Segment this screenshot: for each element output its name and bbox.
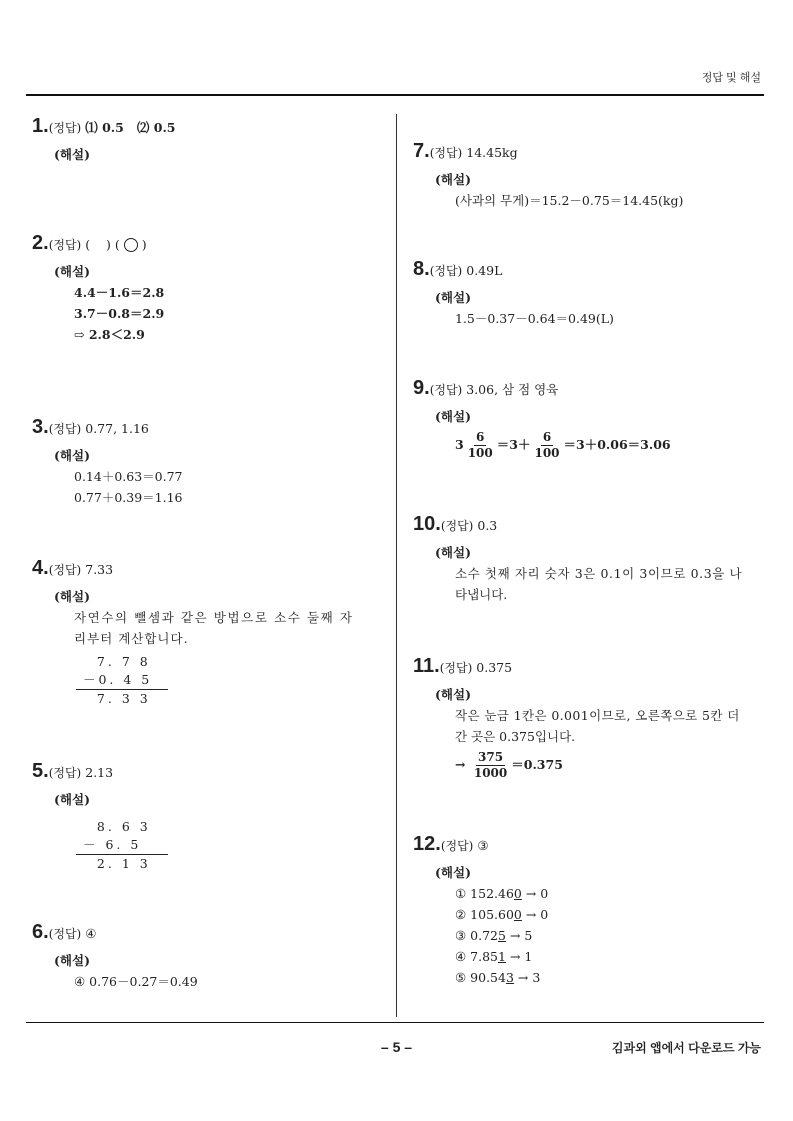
- solution-line: 타냅니다.: [455, 587, 508, 602]
- answer: 0.77, 1.16: [85, 421, 149, 436]
- calc-row: 8. 6 3: [76, 819, 151, 834]
- arrow-icon: →: [455, 757, 466, 772]
- answer: 0.49L: [466, 263, 503, 278]
- question-number: 3.: [32, 416, 49, 438]
- answer: 0.3: [477, 518, 498, 533]
- question-6: [32, 921, 198, 992]
- answer-label: (정답): [48, 563, 82, 577]
- circle-mark-icon: [124, 238, 138, 252]
- solution-label: (해설): [435, 865, 471, 880]
- solution-line: (사과의 무게)＝15.2－0.75＝14.45(kg): [455, 193, 684, 208]
- calc-row: － 6. 5: [76, 837, 142, 852]
- calc-row: －0. 4 5: [76, 672, 153, 687]
- list-item: ① 152.460 → 0: [455, 886, 549, 901]
- question-12: [413, 833, 548, 988]
- question-number: 5.: [32, 760, 49, 782]
- solution-label: (해설): [435, 172, 471, 187]
- fraction-expression: → $\frac{375}{1000}$ ＝0.375: [455, 750, 563, 780]
- solution-label: (해설): [435, 545, 471, 560]
- answer: ⑴ 0.5 ⑵ 0.5: [85, 120, 176, 135]
- solution-label: (해설): [54, 147, 90, 162]
- solution-line: ⇨ 2.8＜2.9: [74, 327, 145, 342]
- footer-note: 김과외 앱에서 다운로드 가능: [611, 1041, 761, 1055]
- answer: 7.33: [85, 562, 114, 577]
- question-11: [413, 655, 740, 783]
- question-number: 10.: [413, 513, 441, 535]
- answer-label: (정답): [440, 839, 474, 853]
- question-1: [32, 115, 176, 165]
- calc-row: 7. 7 8: [76, 654, 151, 669]
- question-number: 11.: [413, 655, 440, 677]
- answer: 3.06, 삼 점 영육: [466, 382, 559, 397]
- answer-label: (정답): [429, 383, 463, 397]
- subtraction-calc: [76, 653, 168, 708]
- solution-line: ④ 0.76－0.27＝0.49: [74, 974, 198, 989]
- solution-label: (해설): [54, 953, 90, 968]
- solution-label: (해설): [435, 687, 471, 702]
- solution-line: 리부터 계산합니다.: [74, 631, 189, 646]
- fraction: $\frac{375}{1000}$: [473, 750, 508, 780]
- solution-label: (해설): [54, 792, 90, 807]
- question-number: 8.: [413, 258, 430, 280]
- answer: 14.45kg: [466, 145, 518, 160]
- question-4: [32, 557, 354, 708]
- question-5: [32, 760, 168, 873]
- solution-label: (해설): [435, 290, 471, 305]
- answer: ③: [477, 838, 489, 853]
- solution-line: 4.4－1.6＝2.8: [74, 285, 165, 300]
- answer-label: (정답): [48, 121, 82, 135]
- solution-line: 간 곳은 0.375입니다.: [455, 729, 576, 744]
- question-number: 1.: [32, 115, 49, 137]
- question-10: [413, 513, 742, 605]
- question-number: 2.: [32, 232, 49, 254]
- fraction: $\frac{6}{100}$: [534, 430, 560, 460]
- solution-line: 3.7－0.8＝2.9: [74, 306, 165, 321]
- question-8: [413, 258, 614, 329]
- solution-line: 자연수의 뺄셈과 같은 방법으로 소수 둘째 자: [74, 610, 354, 625]
- answer: ④: [85, 926, 97, 941]
- subtraction-calc: [76, 818, 168, 873]
- question-9: [413, 377, 671, 463]
- answer: ( ) ( ): [85, 237, 147, 252]
- answer: 0.375: [476, 660, 513, 675]
- question-number: 9.: [413, 377, 430, 399]
- question-3: [32, 416, 183, 508]
- fraction: $\frac{6}{100}$: [467, 430, 493, 460]
- solution-line: 작은 눈금 1칸은 0.001이므로, 오른쪽으로 5칸 더: [455, 708, 740, 723]
- answer-label: (정답): [48, 422, 82, 436]
- calc-result: 2. 1 3: [76, 854, 168, 873]
- question-7: [413, 140, 683, 211]
- answer-label: (정답): [429, 264, 463, 278]
- answer: 2.13: [85, 765, 114, 780]
- question-2: [32, 232, 164, 345]
- question-number: 4.: [32, 557, 49, 579]
- page-header: 정답 및 해설: [701, 72, 761, 84]
- calc-result: 7. 3 3: [76, 689, 168, 708]
- answer-label: (정답): [48, 238, 82, 252]
- solution-label: (해설): [54, 448, 90, 463]
- answer-label: (정답): [48, 927, 82, 941]
- column-divider: [396, 114, 397, 1017]
- question-number: 6.: [32, 921, 49, 943]
- question-number: 12.: [413, 833, 441, 855]
- solution-line: 0.14＋0.63＝0.77: [74, 469, 183, 484]
- list-item: ④ 7.851 → 1: [455, 949, 533, 964]
- answer-label: (정답): [440, 519, 474, 533]
- solution-line: 0.77＋0.39＝1.16: [74, 490, 183, 505]
- answer-label: (정답): [439, 661, 473, 675]
- solution-label: (해설): [435, 409, 471, 424]
- page-number: – 5 –: [380, 1039, 413, 1055]
- solution-line: 1.5－0.37－0.64＝0.49(L): [455, 311, 614, 326]
- answer-label: (정답): [429, 146, 463, 160]
- list-item: ⑤ 90.543 → 3: [455, 970, 541, 985]
- question-number: 7.: [413, 140, 430, 162]
- list-item: ② 105.600 → 0: [455, 907, 549, 922]
- bottom-rule: [26, 1022, 764, 1023]
- top-rule: [26, 94, 764, 96]
- answer-label: (정답): [48, 766, 82, 780]
- solution-label: (해설): [54, 264, 90, 279]
- solution-line: 소수 첫째 자리 숫자 3은 0.1이 3이므로 0.3을 나: [455, 566, 743, 581]
- solution-label: (해설): [54, 589, 90, 604]
- list-item: ③ 0.725 → 5: [455, 928, 533, 943]
- fraction-expression: 3 $\frac{6}{100}$ ＝3＋ $\frac{6}{100}$ ＝3＋0.06＝3.06: [455, 430, 671, 460]
